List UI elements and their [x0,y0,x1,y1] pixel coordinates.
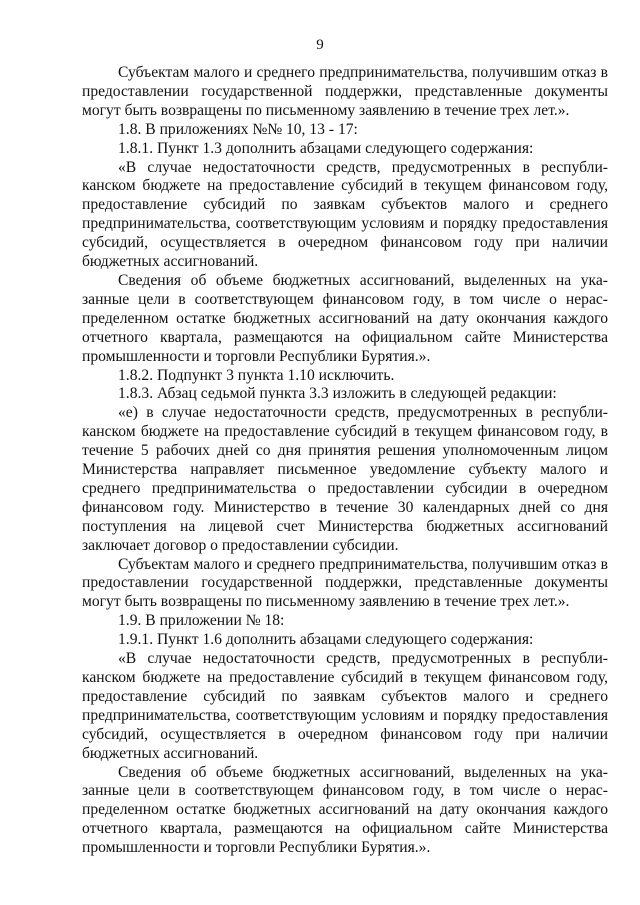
paragraph-insufficient-funds-2: «В случае недостаточности средств, предусмотренных в республиканском бюджете на предоставление субсидий в текущем финансовом году, предоставление субсидий по заявкам субъектов малого и среднего предпринимательства, соответствующим условиям и порядку предоставления субсидий, осуществляется в очередном финансовом году при наличии бюджетных ассигнований. [82,650,608,762]
paragraph-item-1-8-3: 1.8.3. Абзац седьмой пункта 3.3 изложить в следующей редакции: [118,385,557,403]
paragraph-item-1-8: 1.8. В приложениях №№ 10, 13 - 17: [118,120,358,138]
paragraph-budget-info-2: Сведения об объеме бюджетных ассигнований, выделенных на указанные цели в соответствующем финансовом году, в том числе о нераспределенном остатке бюджетных ассигнований на дату окончания каждого отчетного квартала, размещаются на официальном сайте Министерства промышленности и торговли Республики Бурятия.». [82,763,608,857]
paragraph-item-1-8-2: 1.8.2. Подпункт 3 пункта 1.10 исключить. [118,366,395,384]
paragraph-insufficient-funds: «В случае недостаточности средств, предусмотренных в республиканском бюджете на предоставление субсидий в текущем финансовом году, предоставление субсидий по заявкам субъектов малого и среднего предпринимательства, соответствующим условиям и порядку предоставления субсидий, осуществляется в очередном финансовом году при наличии бюджетных ассигнований. [82,158,608,271]
paragraph-item-1-8-1: 1.8.1. Пункт 1.3 дополнить абзацами следующего содержания: [118,139,534,157]
document-body [82,64,608,858]
paragraph-item-1-9-1: 1.9.1. Пункт 1.6 дополнить абзацами следующего содержания: [118,631,534,649]
paragraph-budget-info: Сведения об объеме бюджетных ассигнований, выделенных на указанные цели в соответствующем финансовом году, в том числе о нераспределенном остатке бюджетных ассигнований на дату окончания каждого отчетного квартала, размещаются на официальном сайте Министерства промышленности и торговли Республики Бурятия.». [82,271,608,365]
paragraph-return-documents-2: Субъектам малого и среднего предпринимательства, получившим отказ в предоставлении государственной поддержки, представленные документы могут быть возвращены по письменному заявлению в течение трех лет.». [82,555,608,611]
paragraph-return-documents: Субъектам малого и среднего предпринимательства, получившим отказ в предоставлении государственной поддержки, представленные документы могут быть возвращены по письменному заявлению в течение трех лет.». [82,64,608,119]
page-number: 9 [316,37,324,53]
paragraph-item-1-9: 1.9. В приложении № 18: [118,612,285,630]
paragraph-subitem-e: «е) в случае недостаточности средств, предусмотренных в республиканском бюджете на предоставление субсидий в текущем финансовом году, в течение 5 рабочих дней со дня принятия решения уполномоченным лицом Министерства направляет письменное уведомление субъекту малого и среднего предпринимательства о предоставлении субсидии в очередном финансовом году. Министерство в течение 30 календарных дней со дня поступления на лицевой счет Министерства бюджетных ассигнований заключает договор о предоставлении субсидии. [82,404,608,554]
